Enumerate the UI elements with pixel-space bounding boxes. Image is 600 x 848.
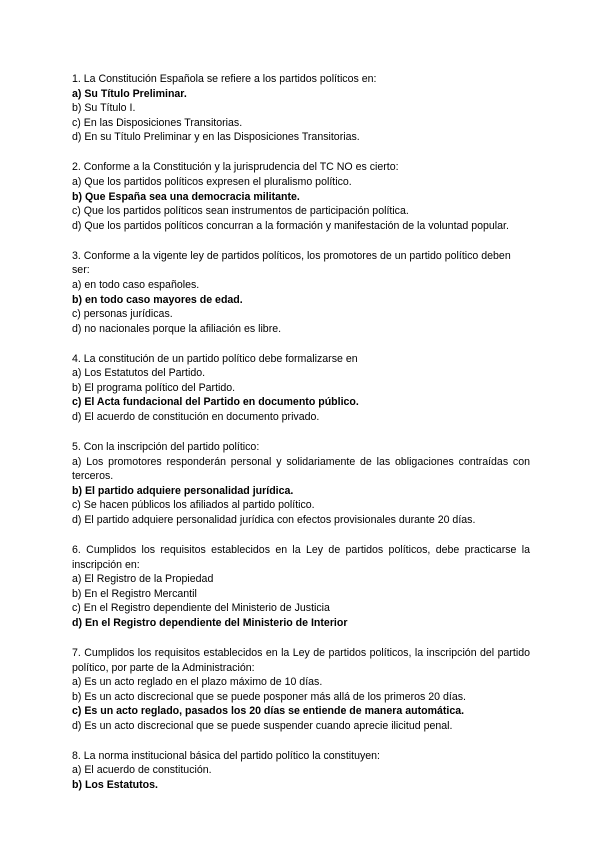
question-prompt: 8. La norma institucional básica del partido político la constituyen: <box>72 749 380 762</box>
option-b: b) Su Título I. <box>72 102 136 115</box>
option-c-correct: c) El Acta fundacional del Partido en documento público. <box>72 396 359 409</box>
option-a: a) Que los partidos políticos expresen el pluralismo político. <box>72 175 352 188</box>
question-6 <box>72 543 530 631</box>
option-d: d) El partido adquiere personalidad jurídica con efectos provisionales durante 20 días. <box>72 514 476 526</box>
option-b-correct: b) Los Estatutos. <box>72 779 158 792</box>
option-a: a) Los Estatutos del Partido. <box>72 367 206 380</box>
option-b-correct: b) Que España sea una democracia militante. <box>72 190 300 203</box>
option-d: d) no nacionales porque la afiliación es libre. <box>72 322 282 335</box>
option-a-correct: a) Su Título Preliminar. <box>72 87 187 100</box>
question-2 <box>72 160 530 233</box>
option-b: b) El programa político del Partido. <box>72 381 236 394</box>
option-a: a) Los promotores responderán personal y solidariamente de las obligaciones contraídas con terceros. <box>72 455 530 483</box>
option-c: c) personas jurídicas. <box>72 308 173 321</box>
question-prompt: 6. Cumplidos los requisitos establecidos en la Ley de partidos políticos, debe practicarse la inscripción en: <box>72 543 530 571</box>
option-a: a) Es un acto reglado en el plazo máximo de 10 días. <box>72 676 323 689</box>
question-7 <box>72 646 530 734</box>
option-a: a) El Registro de la Propiedad <box>72 573 214 586</box>
question-5 <box>72 440 530 528</box>
option-b: b) En el Registro Mercantil <box>72 587 197 600</box>
option-c-correct: c) Es un acto reglado, pasados los 20 días se entiende de manera automática. <box>72 705 465 718</box>
option-c: c) En las Disposiciones Transitorias. <box>72 116 243 129</box>
document-page <box>72 72 530 808</box>
option-d-correct: d) En el Registro dependiente del Ministerio de Interior <box>72 616 348 629</box>
option-b: b) Es un acto discrecional que se puede posponer más allá de los primeros 20 días. <box>72 690 466 703</box>
question-4 <box>72 352 530 425</box>
question-prompt: 5. Con la inscripción del partido político: <box>72 441 260 454</box>
question-prompt: 1. La Constitución Española se refiere a los partidos políticos en: <box>72 73 377 85</box>
option-b-correct: b) El partido adquiere personalidad jurídica. <box>72 484 294 497</box>
question-1 <box>72 72 530 145</box>
option-a: a) El acuerdo de constitución. <box>72 764 212 777</box>
question-prompt: 7. Cumplidos los requisitos establecidos en la Ley de partidos políticos, la inscripción del partido político, por parte de la Administración: <box>72 646 530 674</box>
option-c: c) En el Registro dependiente del Ministerio de Justicia <box>72 602 330 615</box>
question-prompt: 2. Conforme a la Constitución y la jurisprudencia del TC NO es cierto: <box>72 161 399 174</box>
option-a: a) en todo caso españoles. <box>72 278 200 291</box>
option-d: d) Que los partidos políticos concurran a la formación y manifestación de la voluntad popular. <box>72 219 509 232</box>
option-d: d) Es un acto discrecional que se puede suspender cuando aprecie ilicitud penal. <box>72 719 453 732</box>
question-prompt: 4. La constitución de un partido político debe formalizarse en <box>72 352 358 365</box>
option-c: c) Que los partidos políticos sean instrumentos de participación política. <box>72 205 409 218</box>
option-d: d) En su Título Preliminar y en las Disposiciones Transitorias. <box>72 131 360 144</box>
question-prompt: 3. Conforme a la vigente ley de partidos políticos, los promotores de un partido político deben ser: <box>72 249 511 277</box>
question-3 <box>72 249 530 337</box>
option-c: c) Se hacen públicos los afiliados al partido político. <box>72 499 315 512</box>
question-8 <box>72 749 530 793</box>
option-b-correct: b) en todo caso mayores de edad. <box>72 293 243 306</box>
option-d: d) El acuerdo de constitución en documento privado. <box>72 411 320 424</box>
